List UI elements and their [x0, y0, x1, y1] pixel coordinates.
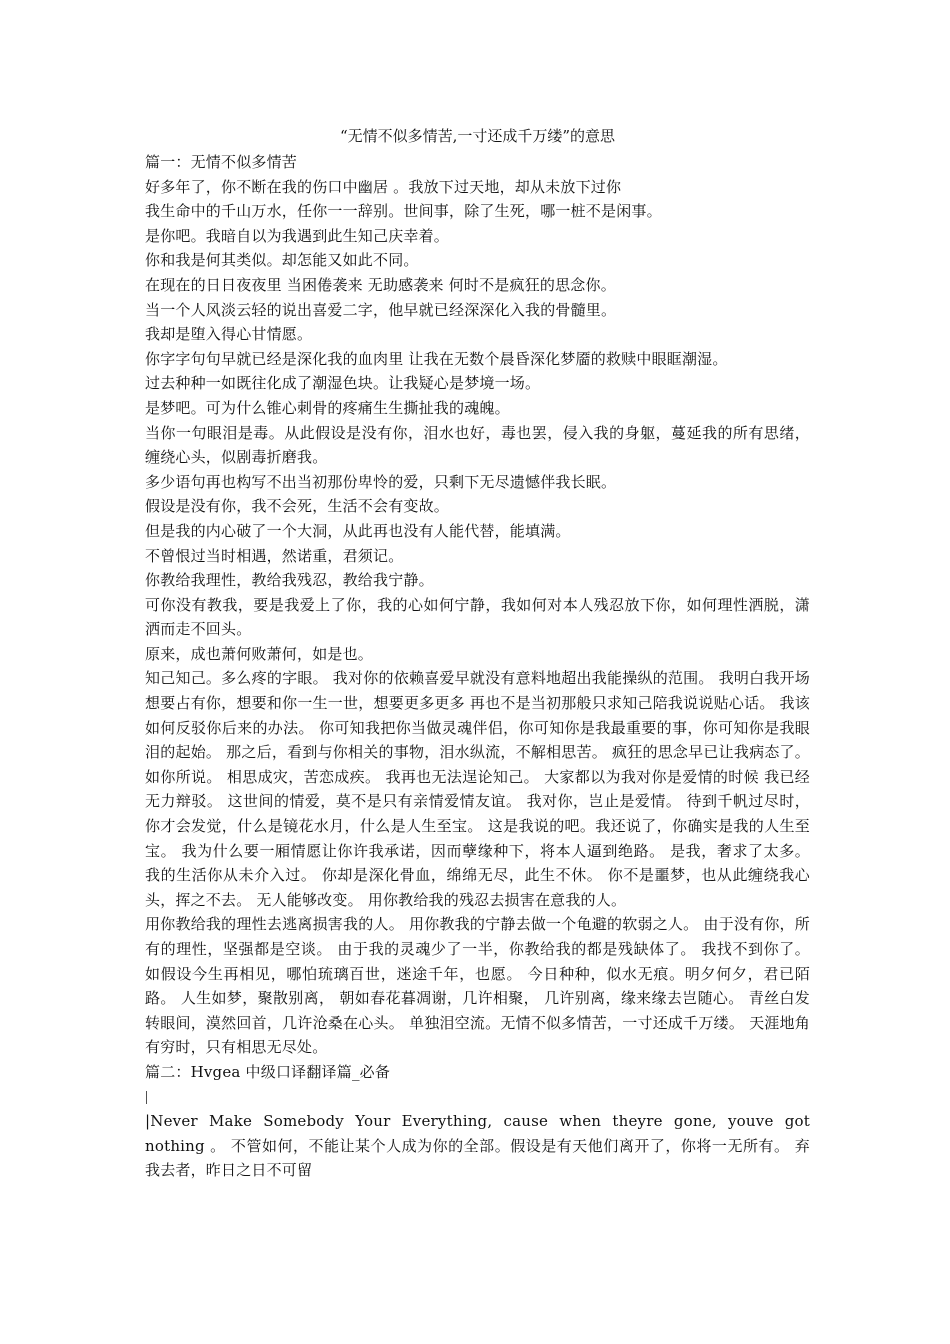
paragraph: 多少语句再也构写不出当初那份卑怜的爱，只剩下无尽遗憾伴我长眠。	[145, 472, 617, 491]
paragraph: 原来，成也萧何败萧何，如是也。	[145, 644, 374, 663]
paragraph: 你教给我理性，教给我残忍，教给我宁静。	[145, 571, 434, 590]
paragraph: 假设是没有你，我不会死，生活不会有变故。	[145, 497, 450, 516]
paragraph: 知己知己。多么疼的字眼。 我对你的依赖喜爱早就没有意料地超出我能操纵的范围。 我明白我开场想要占有你，想要和你一生一世，想要更多更多 再也不是当初那般只求知己陪我说说贴心话。 我该如何反驳你后来的办法。 你可知我把你当做灵魂伴侣，你可知你是我最重要的事，你可知你是我眼泪的起始。 那之后，看到与你相关的事物，泪水纵流，不解相思苦。 疯狂的思念早已让我病态了。如你所说。 相思成灾，苦恋成疾。 我再也无法逞论知己。 大家都以为我对你是爱情的时候 我已经无力辩驳。 这世间的情爱，莫不是只有亲情爱情友谊。 我对你，岂止是爱情。 待到千帆过尽时，你才会发觉，什么是镜花水月，什么是人生至宝。 这是我说的吧。我还说了，你确实是我的人生至宝。 我为什么要一厢情愿让你许我承诺，因而孽缘种下，将本人逼到绝路。 是我，奢求了太多。 我的生活你从未介入过。 你却是深化骨血，绵绵无尽，此生不休。 你不是噩梦，也从此缠绕我心头，挥之不去。 无人能够改变。 用你教给我的残忍去损害在意我的人。	[145, 669, 810, 909]
separator-mark: |	[145, 1088, 149, 1105]
paragraph: 你字字句句早就已经是深化我的血肉里 让我在无数个晨昏深化梦靥的救赎中眼眶潮湿。	[145, 349, 728, 368]
paragraph: 你和我是何其类似。却怎能又如此不同。	[145, 251, 419, 270]
paragraph: 当你一句眼泪是毒。从此假设是没有你，泪水也好，毒也罢，侵入我的身躯，蔓延我的所有思绪，缠绕心头，似剧毒折磨我。	[145, 423, 810, 467]
paragraph: 在现在的日日夜夜里 当困倦袭来 无助感袭来 何时不是疯狂的思念你。	[145, 275, 616, 294]
paragraph: 不曾恨过当时相遇，然诺重，君须记。	[145, 546, 404, 565]
paragraph: 我生命中的千山万水，任你一一辞别。世间事，除了生死，哪一桩不是闲事。	[145, 202, 662, 221]
paragraph: 我却是堕入得心甘情愿。	[145, 325, 313, 344]
section-heading: 篇二：Hvgea 中级口译翻译篇_必备	[145, 1062, 391, 1081]
paragraph: 是梦吧。可为什么锥心刺骨的疼痛生生撕扯我的魂魄。	[145, 398, 510, 417]
paragraph: 当一个人风淡云轻的说出喜爱二字，他早就已经深深化入我的骨髓里。	[145, 300, 617, 319]
paragraph: 用你教给我的理性去逃离损害我的人。 用你教我的宁静去做一个龟避的软弱之人。 由于没有你，所有的理性，坚强都是空谈。 由于我的灵魂少了一半，你教给我的都是残缺体了。 我找不到你了。 如假设今生再相见，哪怕琉璃百世，迷途千年，也愿。 今日种种，似水无痕。明夕何夕，君已陌路。 人生如梦，聚散别离， 朝如春花暮凋谢，几许相聚， 几许别离，缘来缘去岂随心。 青丝白发转眼间，漠然回首，几许沧桑在心头。 单独泪空流。无情不似多情苦，一寸还成千万缕。 天涯地角有穷时，只有相思无尽处。	[145, 915, 810, 1057]
paragraph: 可你没有教我，要是我爱上了你，我的心如何宁静，我如何对本人残忍放下你，如何理性洒脱，潇洒而走不回头。	[145, 595, 810, 639]
document-title: “无情不似多情苦,一寸还成千万缕”的意思	[339, 127, 616, 145]
paragraph: 但是我的内心破了一个大洞，从此再也没有人能代替，能填满。	[145, 521, 571, 540]
section-heading: 篇一：无情不似多情苦	[145, 153, 298, 171]
paragraph: |Never Make Somebody Your Everything, cause when theyre gone, youve got nothing 。 不管如何，不能让某个人成为你的全部。假设是有天他们离开了，你将一无所有。 弃我去者，昨日之日不可留	[145, 1112, 810, 1180]
paragraph: 是你吧。我暗自以为我遇到此生知己庆幸着。	[145, 226, 450, 245]
paragraph: 过去种种一如既往化成了潮湿色块。让我疑心是梦境一场。	[145, 374, 541, 393]
paragraph: 好多年了，你不断在我的伤口中幽居 。我放下过天地，却从未放下过你	[145, 177, 622, 196]
document-body	[145, 150, 810, 1183]
